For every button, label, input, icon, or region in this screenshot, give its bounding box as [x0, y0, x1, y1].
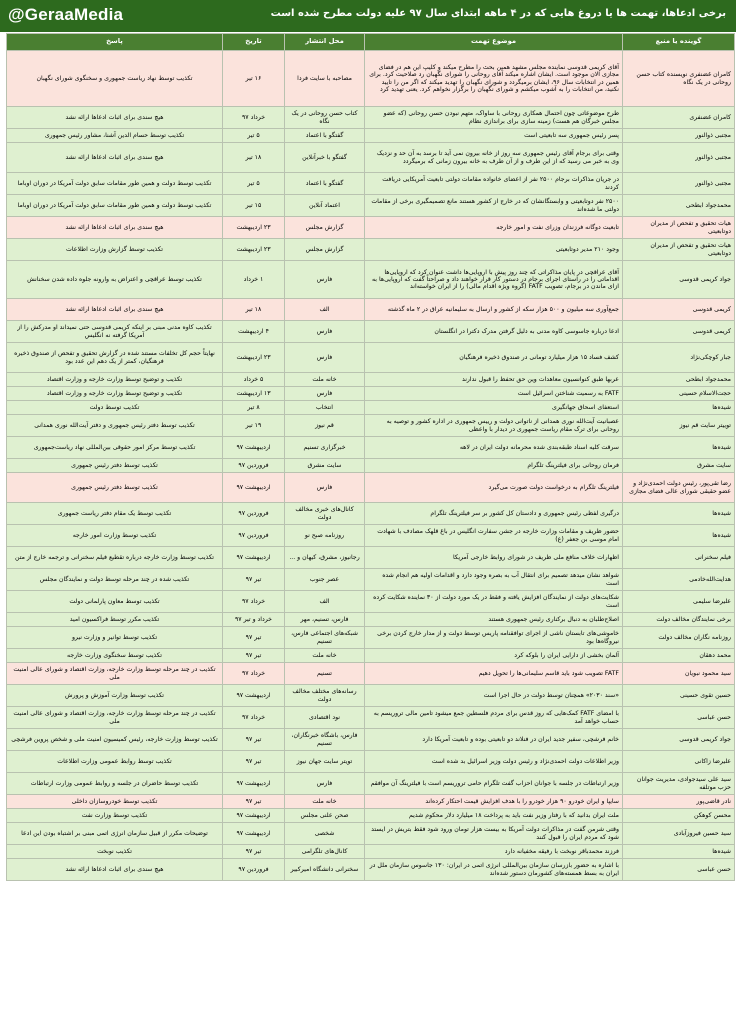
cell-place: شبکه‌های اجتماعی فارس، تسنیم	[285, 627, 365, 649]
cell-reply: تکذیب کاوه مدنی مبنی بر اینکه کریمی قدوسی حتی نمیداند او مدرکش را از آمریکا گرفته نه انگلیس	[7, 321, 223, 343]
cell-reply: تکذیب توسط روابط عمومی وزارت اطلاعات	[7, 751, 223, 773]
cell-source: حجت‌الاسلام حسینی	[623, 387, 735, 401]
cell-subject: فیلترینگ تلگرام به درخواست دولت صورت می‌گیرد	[365, 473, 623, 503]
cell-reply: تکذیب در چند مرحله توسط وزارت خارجه، وزارت اقتصاد و شورای عالی امنیت ملی	[7, 663, 223, 685]
cell-date: فروردین ۹۷	[223, 459, 285, 473]
cell-reply: هیچ سندی برای اثبات ادعاها ارائه نشد	[7, 143, 223, 173]
cell-date: ۲۳ اردیبهشت	[223, 217, 285, 239]
cell-place: فارس	[285, 261, 365, 299]
cell-source: سایت مشرق	[623, 459, 735, 473]
cell-reply: تکذیب توسط عراقچی و اعتراض به وارونه جلوه داده شدن سخنانش	[7, 261, 223, 299]
cell-subject: پسر رئیس جمهوری سه تابعیتی است	[365, 129, 623, 143]
cell-source: کامران غضنفری	[623, 107, 735, 129]
cell-date: ۵ تیر	[223, 173, 285, 195]
cell-source: سید محمود نبویان	[623, 663, 735, 685]
cell-date: فروردین ۹۷	[223, 503, 285, 525]
table-row	[7, 773, 735, 795]
cell-date: تیر ۹۷	[223, 569, 285, 591]
table-row	[7, 859, 735, 881]
cell-source: هدایت‌الله‌خادمی	[623, 569, 735, 591]
cell-reply: نهایتاً حجم کل تخلفات مستند شده در گزارش تحقیق و تفحص از صندوق ذخیره فرهنگیان، کمتر از یک دهم این عدد بود	[7, 343, 223, 373]
cell-source: روزنامه نگاران مخالف دولت	[623, 627, 735, 649]
table-row	[7, 415, 735, 437]
cell-place: گفتگو با اعتماد	[285, 173, 365, 195]
cell-subject: جمع‌آوری سه میلیون و ۵۰۰ هزار سکه از کشور و ارسال به سلیمانیه عراق در ۲ ماه گذشته	[365, 299, 623, 321]
cell-date: فروردین ۹۷	[223, 859, 285, 881]
cell-source: علیرضا زاکانی	[623, 751, 735, 773]
table-row	[7, 823, 735, 845]
table-row	[7, 107, 735, 129]
table-body	[7, 51, 735, 881]
cell-place: مصاحبه با سایت فردا	[285, 51, 365, 107]
cell-place: کتاب حسن روحانی در یک نگاه	[285, 107, 365, 129]
cell-reply: تکذیب توسط دفتر رئیس جمهوری	[7, 473, 223, 503]
cell-place: فارس، باشگاه خبرنگاران، تسنیم	[285, 729, 365, 751]
cell-source: هیات تحقیق و تفحص از مدیران دوتابعیتی	[623, 239, 735, 261]
cell-source: جواد کریمی قدوسی	[623, 261, 735, 299]
cell-place: تسنیم	[285, 663, 365, 685]
cell-subject: کشف فساد ۱۵ هزار میلیارد تومانی در صندوق ذخیره فرهنگیان	[365, 343, 623, 373]
cell-source: سید علی سیدجوادی، مدیریت جوانان حزب موتلفه	[623, 773, 735, 795]
table-row	[7, 795, 735, 809]
cell-date: ۱۸ تیر	[223, 143, 285, 173]
cell-subject: «سند ۲۰۳۰» همچنان توسط دولت در حال اجرا است	[365, 685, 623, 707]
cell-source: شیده‌ها	[623, 437, 735, 459]
cell-subject: تابعیت دوگانه فرزندان وزرای نفت و امور خارجه	[365, 217, 623, 239]
cell-date: ۵ تیر	[223, 129, 285, 143]
table-row	[7, 685, 735, 707]
table-row	[7, 503, 735, 525]
cell-source: محمد دهقان	[623, 649, 735, 663]
cell-place: قم نیوز	[285, 415, 365, 437]
cell-date: اردیبهشت ۹۷	[223, 473, 285, 503]
cell-place: فارس	[285, 343, 365, 373]
table-header-row	[7, 34, 735, 51]
cell-place: فارس	[285, 321, 365, 343]
cell-reply: تکذیب توسط نهاد ریاست جمهوری و سخنگوی شورای نگهبان	[7, 51, 223, 107]
cell-subject: فرزند محمدباقر نوبخت با رفیقه مخفیانه دارد	[365, 845, 623, 859]
cell-subject: خاموشی‌های تابستان ناشی از اجرای توافقنامه پاریس توسط دولت و از مدار خارج کردن برخی نیروگاه‌ها بود	[365, 627, 623, 649]
cell-date: اردیبهشت ۹۷	[223, 437, 285, 459]
cell-reply: توضیحات مکرر از قبیل سازمان انرژی اتمی مبنی بر اشتباه بودن این ادعا	[7, 823, 223, 845]
cell-reply: تکذیب و توضیح توسط وزارت خارجه و وزارت اقتصاد	[7, 387, 223, 401]
cell-source: جواد کریمی قدوسی	[623, 729, 735, 751]
cell-subject: با اشاره به حضور بازرسان سازمان بین‌المللی انرژی اتمی در ایران: ۱۳۰ جاسوس سازمان ملل در ایران به بسط همسته‌های کشورمان دستور شده‌اند	[365, 859, 623, 881]
cell-subject: استعفای اسحاق جهانگیری	[365, 401, 623, 415]
cell-reply: تکذیب توسط دولت و همین طور مقامات سابق دولت آمریکا در دوران اوباما	[7, 195, 223, 217]
cell-subject: شکایت‌های دولت از نمایندگان افزایش یافته و فقط در یک مورد دولت از ۳۰ نماینده شکایت کرده است	[365, 591, 623, 613]
table-row	[7, 525, 735, 547]
header-reply: پاسخ	[7, 34, 223, 51]
cell-subject: عصبانیت آیت‌الله نوری همدانی از ناتوانی دولت و رییس جمهوری در اداره کشور و توصیه به روحانی برای ترک مقام ریاست جمهوری در دیدار با واعظی	[365, 415, 623, 437]
cell-reply: تکذیب توسط گزارش وزارت اطلاعات	[7, 239, 223, 261]
table-row	[7, 387, 735, 401]
table-row	[7, 143, 735, 173]
table-row	[7, 649, 735, 663]
table-row	[7, 627, 735, 649]
cell-date: ۱۶ تیر	[223, 51, 285, 107]
cell-place: گزارش مجلس	[285, 239, 365, 261]
cell-reply: تکذیب توسط حسام الدین آشنا، مشاور رئیس جمهوری	[7, 129, 223, 143]
table-row	[7, 299, 735, 321]
cell-date: ۴ اردیبهشت	[223, 321, 285, 343]
cell-date: تیر ۹۷	[223, 795, 285, 809]
cell-source: جبار کوچکی‌نژاد	[623, 343, 735, 373]
cell-date: خرداد و تیر ۹۷	[223, 613, 285, 627]
cell-place: کانال‌های خبری مخالف دولت	[285, 503, 365, 525]
cell-source: سید حسین فیروزآبادی	[623, 823, 735, 845]
cell-place: فارس	[285, 473, 365, 503]
cell-subject: آقای کریمی قدوسی نماینده مجلس مشهد همین بحث را مطرح میکند و کلیپ این هم در فضای مجازی الان موجود است. ایشان اشاره میکند آقای روحانی را شورای نگهبان رد صلاحیت کرد. برای همین در انتخابات سال ۹۶، ایشان برمیگردد و شورای نگهبان را تهدید میکند که اگر من را تایید نکنید، من انتخابات را به آشوب میکشم و شورای نگهبان را برگزار نخواهم کرد. یعنی تهدید کرد	[365, 51, 623, 107]
cell-subject: اظهارات خلاف منافع ملی ظریف در شورای روابط خارجی آمریکا	[365, 547, 623, 569]
cell-date: اردیبهشت ۹۷	[223, 547, 285, 569]
table-row	[7, 261, 735, 299]
cell-date: تیر ۹۷	[223, 627, 285, 649]
cell-reply: تکذیب نوبخت	[7, 845, 223, 859]
cell-date: اردیبهشت ۹۷	[223, 809, 285, 823]
table-row	[7, 809, 735, 823]
cell-source: شیده‌ها	[623, 401, 735, 415]
table-row	[7, 343, 735, 373]
cell-date: ۲۳ اردیبهشت	[223, 239, 285, 261]
cell-date: تیر ۹۷	[223, 845, 285, 859]
header-bar	[0, 0, 736, 32]
table-row	[7, 591, 735, 613]
cell-reply: تکذیب توسط سخنگوی وزارت خارجه	[7, 649, 223, 663]
cell-reply: تکذیب توسط مرکز امور حقوقی بین‌المللی نهاد ریاست‌جمهوری	[7, 437, 223, 459]
cell-place: خانه ملت	[285, 795, 365, 809]
cell-place: الف	[285, 591, 365, 613]
cell-source: شیده‌ها	[623, 503, 735, 525]
cell-subject: درگیری لفظی رئیس جمهوری و دادستان کل کشور بر سر فیلترینگ تلگرام	[365, 503, 623, 525]
table-row	[7, 401, 735, 415]
table-row	[7, 195, 735, 217]
cell-source: توییتر سایت قم نیوز	[623, 415, 735, 437]
cell-subject: FATF تصویب شود باید قاسم سلیمانی‌ها را تحویل دهیم	[365, 663, 623, 685]
cell-reply: تکذیب توسط وزارت خارجه درباره تقطیع فیلم سخنرانی و ترجمه خارج از متن	[7, 547, 223, 569]
cell-place: گفتگو با خبرآنلاین	[285, 143, 365, 173]
cell-reply: تکذیب توسط دولت	[7, 401, 223, 415]
cell-place: گفتگو با اعتماد	[285, 129, 365, 143]
cell-place: کانال‌های تلگرامی	[285, 845, 365, 859]
cell-date: خرداد ۹۷	[223, 107, 285, 129]
cell-date: اردیبهشت ۹۷	[223, 823, 285, 845]
cell-place: نود اقتصادی	[285, 707, 365, 729]
table-row	[7, 707, 735, 729]
cell-place: گزارش مجلس	[285, 217, 365, 239]
table-row	[7, 173, 735, 195]
cell-subject: با امضای FATF کمک‌هایی که روز قدس برای مردم فلسطین جمع میشود تامین مالی تروریسم به حساب خواهد آمد	[365, 707, 623, 729]
claims-table	[6, 33, 735, 881]
cell-reply: تکذیب توسط دفتر رئیس جمهوری	[7, 459, 223, 473]
cell-source: کامران غضنفری نویسنده کتاب حسن روحانی در یک نگاه	[623, 51, 735, 107]
cell-subject: وزیر ارتباطات در جلسه با جوانان احزاب گفت تلگرام حامی تروریسم است با فیلترینگ آن موافقم	[365, 773, 623, 795]
cell-subject: FATF به رسمیت شناختن اسرائیل است	[365, 387, 623, 401]
cell-subject: وقتی شرمن گفت در مذاکرات دولت آمریکا به بیست هزار تومان ورود شود فقط بتریش در ایستد شود که مردم ایران را قبول کنند	[365, 823, 623, 845]
cell-subject: سرقت کلیه اسناد طبقه‌بندی شده محرمانه دولت ایران در لاهه	[365, 437, 623, 459]
cell-source: فیلم سخنرانی	[623, 547, 735, 569]
cell-source: برخی نمایندگان مخالف دولت	[623, 613, 735, 627]
table-row	[7, 729, 735, 751]
cell-date: ۱۵ تیر	[223, 195, 285, 217]
cell-reply: تکذیب در چند مرحله توسط وزارت خارجه، وزارت اقتصاد و شورای عالی امنیت ملی	[7, 707, 223, 729]
table-row	[7, 845, 735, 859]
cell-subject: ادعا درباره جاسوسی کاوه مدنی به دلیل گرفتن مدرک دکترا در انگلستان	[365, 321, 623, 343]
cell-reply: هیچ سندی برای اثبات ادعاها ارائه نشد	[7, 859, 223, 881]
cell-date: فروردین ۹۷	[223, 525, 285, 547]
cell-subject: سایپا و ایران خودرو ۹۰ هزار خودرو را با هدف افزایش قیمت احتکار کرده‌اند	[365, 795, 623, 809]
cell-date: اردیبهشت ۹۷	[223, 773, 285, 795]
table-row	[7, 437, 735, 459]
table-row	[7, 569, 735, 591]
cell-place: شخصی	[285, 823, 365, 845]
cell-reply: تکذیب توسط خودروسازان داخلی	[7, 795, 223, 809]
cell-subject: طرح موضوعاتی چون احتمال همکاری روحانی با ساواک، متهم نبودن حسن روحانی (که عضو مجلس خبرگان هم هست) زمینه سازی برای براندازی نظام	[365, 107, 623, 129]
cell-date: خرداد ۹۷	[223, 591, 285, 613]
cell-date: خرداد ۹۷	[223, 663, 285, 685]
cell-reply: تکذیب توسط وزارت خارجه، رئیس کمیسیون امنیت ملی و شخص پروین فرشچی	[7, 729, 223, 751]
cell-place: انتخاب	[285, 401, 365, 415]
cell-place: الف	[285, 299, 365, 321]
cell-reply: تکذیب توسط وزارت آموزش و پرورش	[7, 685, 223, 707]
cell-place: فارس	[285, 773, 365, 795]
table-row	[7, 473, 735, 503]
cell-place: سخنرانی دانشگاه امیرکبیر	[285, 859, 365, 881]
cell-subject: وجود ۲۱۰ مدیر دوتابعیتی	[365, 239, 623, 261]
table-row	[7, 547, 735, 569]
cell-reply: هیچ سندی برای اثبات ادعاها ارائه نشد	[7, 299, 223, 321]
cell-place: رسانه‌های مختلف مخالف دولت	[285, 685, 365, 707]
cell-reply: تکذیب مکرر توسط فراکسیون امید	[7, 613, 223, 627]
cell-date: ۱۳ اردیبهشت	[223, 387, 285, 401]
cell-subject: آلمان بخشی از دارایی ایران را بلوکه کرد	[365, 649, 623, 663]
cell-place: صحن علنی مجلس	[285, 809, 365, 823]
cell-reply: تکذیب توسط وزارت امور خارجه	[7, 525, 223, 547]
table-row	[7, 129, 735, 143]
cell-source: علیرضا سلیمی	[623, 591, 735, 613]
cell-subject: خانم فرشچی، سفیر جدید ایران در فنلاند دو تابعیتی بوده و تابعیت آمریکا دارد	[365, 729, 623, 751]
cell-subject: وزیر اطلاعات دولت احمدی‌نژاد و رئیس دولت وزیر اسرائیل بد شده است	[365, 751, 623, 773]
cell-reply: هیچ سندی برای اثبات ادعاها ارائه نشد	[7, 217, 223, 239]
cell-source: حسین تقوی حسینی	[623, 685, 735, 707]
cell-reply: تکذیب و توضیح توسط وزارت خارجه و وزارت اقتصاد	[7, 373, 223, 387]
cell-place: اعتماد آنلاین	[285, 195, 365, 217]
cell-date: ۸ تیر	[223, 401, 285, 415]
cell-place: روزنامه صبح نو	[285, 525, 365, 547]
cell-reply: تکذیب توسط معاون پارلمانی دولت	[7, 591, 223, 613]
cell-source: مجتبی ذوالنور	[623, 143, 735, 173]
header-subject: موضوع تهمت	[365, 34, 623, 51]
table-row	[7, 373, 735, 387]
cell-place: تویتر سایت جهان نیوز	[285, 751, 365, 773]
table-row	[7, 239, 735, 261]
cell-place: خانه ملت	[285, 373, 365, 387]
cell-date: اردیبهشت ۹۷	[223, 685, 285, 707]
cell-source: حسن عباسی	[623, 859, 735, 881]
cell-source: مجتبی ذوالنور	[623, 129, 735, 143]
cell-place: رجانیوز، مشرق، کیهان و ...	[285, 547, 365, 569]
cell-date: ۱ خرداد	[223, 261, 285, 299]
cell-reply: تکذیب توسط دولت و همین طور مقامات سابق دولت آمریکا در دوران اوباما	[7, 173, 223, 195]
cell-place: سایت مشرق	[285, 459, 365, 473]
cell-place: خانه ملت	[285, 649, 365, 663]
cell-subject: ملت ایران بدانید که با رفتار وزیر نفت باید به پرداخت ۱۸ میلیارد دلار محکوم شدیم	[365, 809, 623, 823]
cell-source: شیده‌ها	[623, 845, 735, 859]
cell-subject: اصلاح‌طلبان به دنبال برکناری رئیس جمهوری هستند	[365, 613, 623, 627]
cell-reply: هیچ سندی برای اثبات ادعاها ارائه نشد	[7, 107, 223, 129]
table-row	[7, 321, 735, 343]
cell-place: فارس	[285, 387, 365, 401]
cell-subject: فرمان روحانی برای فیلترینگ تلگرام	[365, 459, 623, 473]
cell-source: کریمی قدوسی	[623, 299, 735, 321]
page-title: برخی ادعاها، تهمت ها یا دروغ هایی که در ۴ ماهه ابتدای سال ۹۷ علیه دولت مطرح شده است	[270, 8, 726, 19]
cell-source: شیده‌ها	[623, 525, 735, 547]
cell-date: ۵ خرداد	[223, 373, 285, 387]
cell-source: محمدجواد ابطحی	[623, 373, 735, 387]
table-row	[7, 459, 735, 473]
cell-date: تیر ۹۷	[223, 751, 285, 773]
header-source: گوینده یا منبع	[623, 34, 735, 51]
cell-subject: آقای عراقچی در پایان مذاکراتی که چند روز پیش با اروپایی‌ها داشت عنوان کرد که اروپایی‌ها اقداماتی را در راستای اجرای برجام در دستور کار قرار خواهند داد و صراحتاً گفت که اروپایی‌ها به ازای ماندن در برجام، تصویب FATF (گروه ویژه اقدام مالی) را از ایران خواسته‌اند	[365, 261, 623, 299]
cell-reply: تکذیب توسط توانیر و وزارت نیرو	[7, 627, 223, 649]
cell-source: حسن عباسی	[623, 707, 735, 729]
cell-date: ۲۳ اردیبهشت	[223, 343, 285, 373]
cell-reply: تکذیب توسط وزارت نفت	[7, 809, 223, 823]
table-row	[7, 613, 735, 627]
table-row	[7, 51, 735, 107]
table-row	[7, 217, 735, 239]
cell-subject: ۲۵۰۰ نفر دوتابعیتی و وابستگانشان که در خارج از کشور هستند مانع تصمیمگیری برخی از مقامات دولتی ما شده‌اند	[365, 195, 623, 217]
cell-place: فارس، تسنیم، مهر	[285, 613, 365, 627]
cell-date: تیر ۹۷	[223, 729, 285, 751]
table-row	[7, 663, 735, 685]
cell-date: ۱۸ تیر	[223, 299, 285, 321]
header-place: محل انتشار	[285, 34, 365, 51]
cell-source: کریمی قدوسی	[623, 321, 735, 343]
cell-source: رضا تقی‌پور، رئیس دولت احمدی‌نژاد و عضو حقیقی شورای عالی فضای مجازی	[623, 473, 735, 503]
cell-subject: وقتی برای برجام آقای رئیس جمهوری سه روز از خانه بیرون نمی آید تا برسد به آن حد و نزدیک وی به خبر می رسید که از این طرف و از آن طرف به خانه بیرون زمانی که برمیگردد	[365, 143, 623, 173]
cell-reply: تکذیب شده در چند مرحله توسط دولت و نمایندگان مجلس	[7, 569, 223, 591]
brand-handle: @GeraaMedia	[8, 5, 124, 24]
cell-reply: تکذیب توسط حاضران در جلسه و روابط عمومی وزارت ارتباطات	[7, 773, 223, 795]
cell-source: مجتبی ذوالنور	[623, 173, 735, 195]
cell-subject: در جریان مذاکرات برجام ۲۵۰۰ نفر از اعضای خانواده مقامات دولتی تابعیت آمریکایی دریافت کردند	[365, 173, 623, 195]
table-row	[7, 751, 735, 773]
cell-reply: تکذیب توسط یک مقام دفتر ریاست جمهوری	[7, 503, 223, 525]
header-date: تاریخ	[223, 34, 285, 51]
cell-subject: حضور ظریف و مقامات وزارت خارجه در جشن سفارت انگلیس در باغ قلهک مصادف با شهادت امام موسی بن جعفر (ع)	[365, 525, 623, 547]
cell-subject: شواهد نشان میدهد تصمیم برای انتقال آب به بصره وجود دارد و اقدامات اولیه هم انجام شده است	[365, 569, 623, 591]
cell-source: هیات تحقیق و تفحص از مدیران دوتابعیتی	[623, 217, 735, 239]
cell-source: محسن کوهکن	[623, 809, 735, 823]
cell-date: ۱۹ تیر	[223, 415, 285, 437]
cell-subject: عربها طبق کنوانسیون معاهدات وین حق تحفظ را قبول ندارند	[365, 373, 623, 387]
cell-date: خرداد ۹۷	[223, 707, 285, 729]
cell-source: نادر قاضی‌پور	[623, 795, 735, 809]
cell-place: عصر جنوب	[285, 569, 365, 591]
cell-source: محمدجواد ابطحی	[623, 195, 735, 217]
cell-place: خبرگزاری تسنیم	[285, 437, 365, 459]
cell-date: تیر ۹۷	[223, 649, 285, 663]
cell-reply: تکذیب توسط دفتر رئیس جمهوری و دفتر آیت‌الله نوری همدانی	[7, 415, 223, 437]
